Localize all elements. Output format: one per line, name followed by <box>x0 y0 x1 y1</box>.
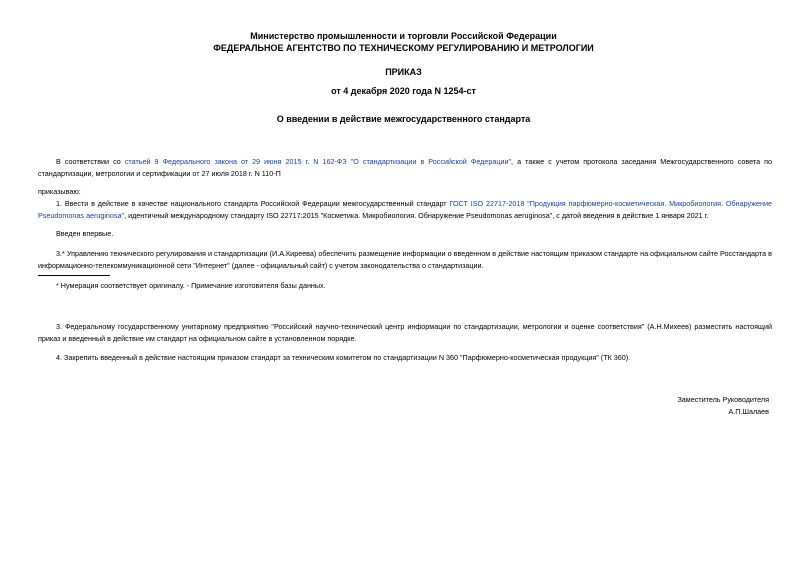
document-type: ПРИКАЗ <box>385 67 422 77</box>
law-link[interactable]: статьей 9 Федерального закона от 29 июня 2015 г. N 162-ФЗ "О стандартизации в Российской Федерации" <box>124 157 512 166</box>
item-1-text-after: , идентичный международному стандарту ISO 22717:2015 "Косметика. Микробиология. Обнаружение Pseudomonas aeruginosa", с датой введения в действие 1 января 2021 г. <box>124 210 709 220</box>
signatory-position: Заместитель Руководителя <box>677 395 769 404</box>
document-date-number: от 4 декабря 2020 года N 1254-ст <box>331 86 476 96</box>
signatory-name: А.П.Шалаев <box>728 407 769 416</box>
ministry-name: Министерство промышленности и торговли Российской Федерации <box>250 31 557 41</box>
footnote-divider <box>38 275 110 276</box>
gost-link[interactable]: ГОСТ ISO 22717-2018 "Продукция парфюмерно-косметическая. Микробиология. Обнаружение Pseudomonas aeruginosa" <box>38 199 772 220</box>
item-4-paragraph: 4. Закрепить введенный в действие настоящим приказом стандарт за техническим комитетом по стандартизации N 360 "Парфюмерно-косметическая продукция" (ТК 360). <box>56 353 631 362</box>
intro-text-before: В соответствии со <box>56 157 125 166</box>
vveden-text: Введен впервые. <box>56 229 114 238</box>
item-3a-paragraph: 3.* Управлению технического регулирования и стандартизации (И.А.Киреева) обеспечить размещение информации о введенном в действие настоящим приказом стандарте на официальном сайте Росстандарта в информационно-телекоммуникационной сети "Интернет" (далее - официальный сайт) с учетом законодательства о стандартизации. <box>38 249 772 270</box>
intro-paragraph <box>38 156 772 179</box>
agency-name: ФЕДЕРАЛЬНОЕ АГЕНТСТВО ПО ТЕХНИЧЕСКОМУ РЕГУЛИРОВАНИЮ И МЕТРОЛОГИИ <box>213 43 594 53</box>
footnote-text: * Нумерация соответствует оригиналу. - Примечание изготовителя базы данных. <box>56 281 326 290</box>
prikazyvayu-text: приказываю: <box>38 187 81 196</box>
intro-text-after: , а также с учетом протокола заседания Межгосударственного совета по стандартизации, метрологии и сертификации от 27 июля 2018 г. N 110-П <box>38 157 772 178</box>
item-1-paragraph <box>38 198 772 221</box>
item-3b-paragraph: 3. Федеральному государственному унитарному предприятию "Российский научно-технический центр информации по стандартизации, метрологии и оценке соответствия" (А.Н.Михеев) разместить настоящий приказ и введенный в действие им стандарт на официальном сайте в установленном порядке. <box>38 322 772 343</box>
document-title: О введении в действие межгосударственного стандарта <box>276 114 531 124</box>
item-1-text-before: 1. Ввести в действие в качестве национального стандарта Российской Федерации межгосударственный стандарт <box>56 199 450 208</box>
